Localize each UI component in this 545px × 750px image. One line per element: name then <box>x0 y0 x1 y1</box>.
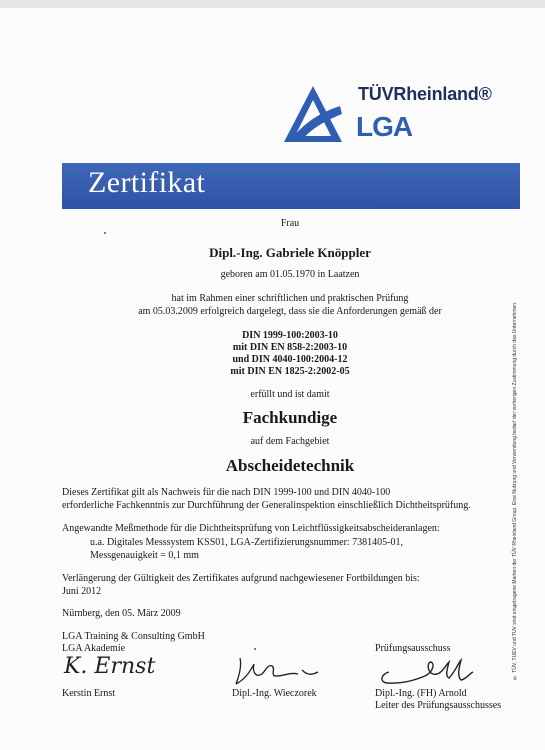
signatory-name: Dipl.-Ing. Wieczorek <box>232 688 317 699</box>
trademark-note: ® TÜV, TUEV und TUV sind eingetragene Marken der TÜV Rheinland Group. Eine Nutzung und Verwendung bedarf der vorherigen Zustimmung durch das Unternehmen. <box>512 301 518 680</box>
fulfils-text: erfüllt und ist damit <box>250 389 330 400</box>
salutation: Frau <box>280 218 300 229</box>
issuer-line: LGA Akademie <box>62 643 126 654</box>
extension-line: Verlängerung der Gültigkeit des Zertifikates aufgrund nachgewiesener Fortbildungen bis: <box>62 573 420 584</box>
standard-line: mit DIN EN 858-2:2003-10 <box>232 342 348 353</box>
standard-line: und DIN 4040-100:2004-12 <box>232 354 348 365</box>
tuv-triangle-logo-icon <box>282 84 344 144</box>
birth-info: geboren am 01.05.1970 in Laatzen <box>220 269 360 280</box>
scan-speck <box>254 648 256 650</box>
method-line: Angewandte Meßmethode für die Dichtheitsprüfung von Leichtflüssigkeitsabscheideranlagen: <box>62 523 440 534</box>
tuv-rheinland-wordmark: TÜVRheinland® <box>358 84 492 104</box>
place-date: Nürnberg, den 05. März 2009 <box>62 608 181 619</box>
signature-wieczorek <box>232 654 324 688</box>
standard-line: DIN 1999-100:2003-10 <box>242 330 338 341</box>
issuer-line: LGA Training & Consulting GmbH <box>62 631 205 642</box>
field: Abscheidetechnik <box>225 456 355 475</box>
lga-wordmark: LGA <box>356 111 413 142</box>
signature-ernst: K. Ernst <box>64 654 156 679</box>
certificate-title: Zertifikat <box>88 166 206 199</box>
validity-line: erforderliche Fachkenntnis zur Durchführung der Generalinspektion einschließlich Dichtheitsprüfung. <box>62 500 471 511</box>
signatory-name: Dipl.-Ing. (FH) Arnold <box>375 688 467 699</box>
signature-arnold <box>375 652 477 688</box>
exam-line: hat im Rahmen einer schriftlichen und praktischen Prüfung <box>171 293 409 304</box>
standard-line: mit DIN EN 1825-2:2002-05 <box>230 366 350 377</box>
exam-line: am 05.03.2009 erfolgreich dargelegt, dass sie die Anforderungen gemäß der <box>138 306 442 317</box>
scan-top-edge <box>0 0 545 8</box>
scan-speck <box>104 232 106 234</box>
method-line: Messgenauigkeit = 0,1 mm <box>90 550 199 561</box>
signatory-role: Leiter des Prüfungsausschusses <box>375 700 502 711</box>
signatory-name: Kerstin Ernst <box>62 688 116 699</box>
field-intro: auf dem Fachgebiet <box>250 436 330 447</box>
qualification: Fachkundige <box>242 408 338 427</box>
holder-name: Dipl.-Ing. Gabriele Knöppler <box>209 245 371 260</box>
committee-label: Prüfungsausschuss <box>375 643 451 654</box>
extension-line: Juni 2012 <box>62 586 102 597</box>
validity-line: Dieses Zertifikat gilt als Nachweis für die nach DIN 1999-100 und DIN 4040-100 <box>62 487 391 498</box>
method-line: u.a. Digitales Messsystem KSS01, LGA-Zertifizierungsnummer: 7381405-01, <box>90 537 404 548</box>
